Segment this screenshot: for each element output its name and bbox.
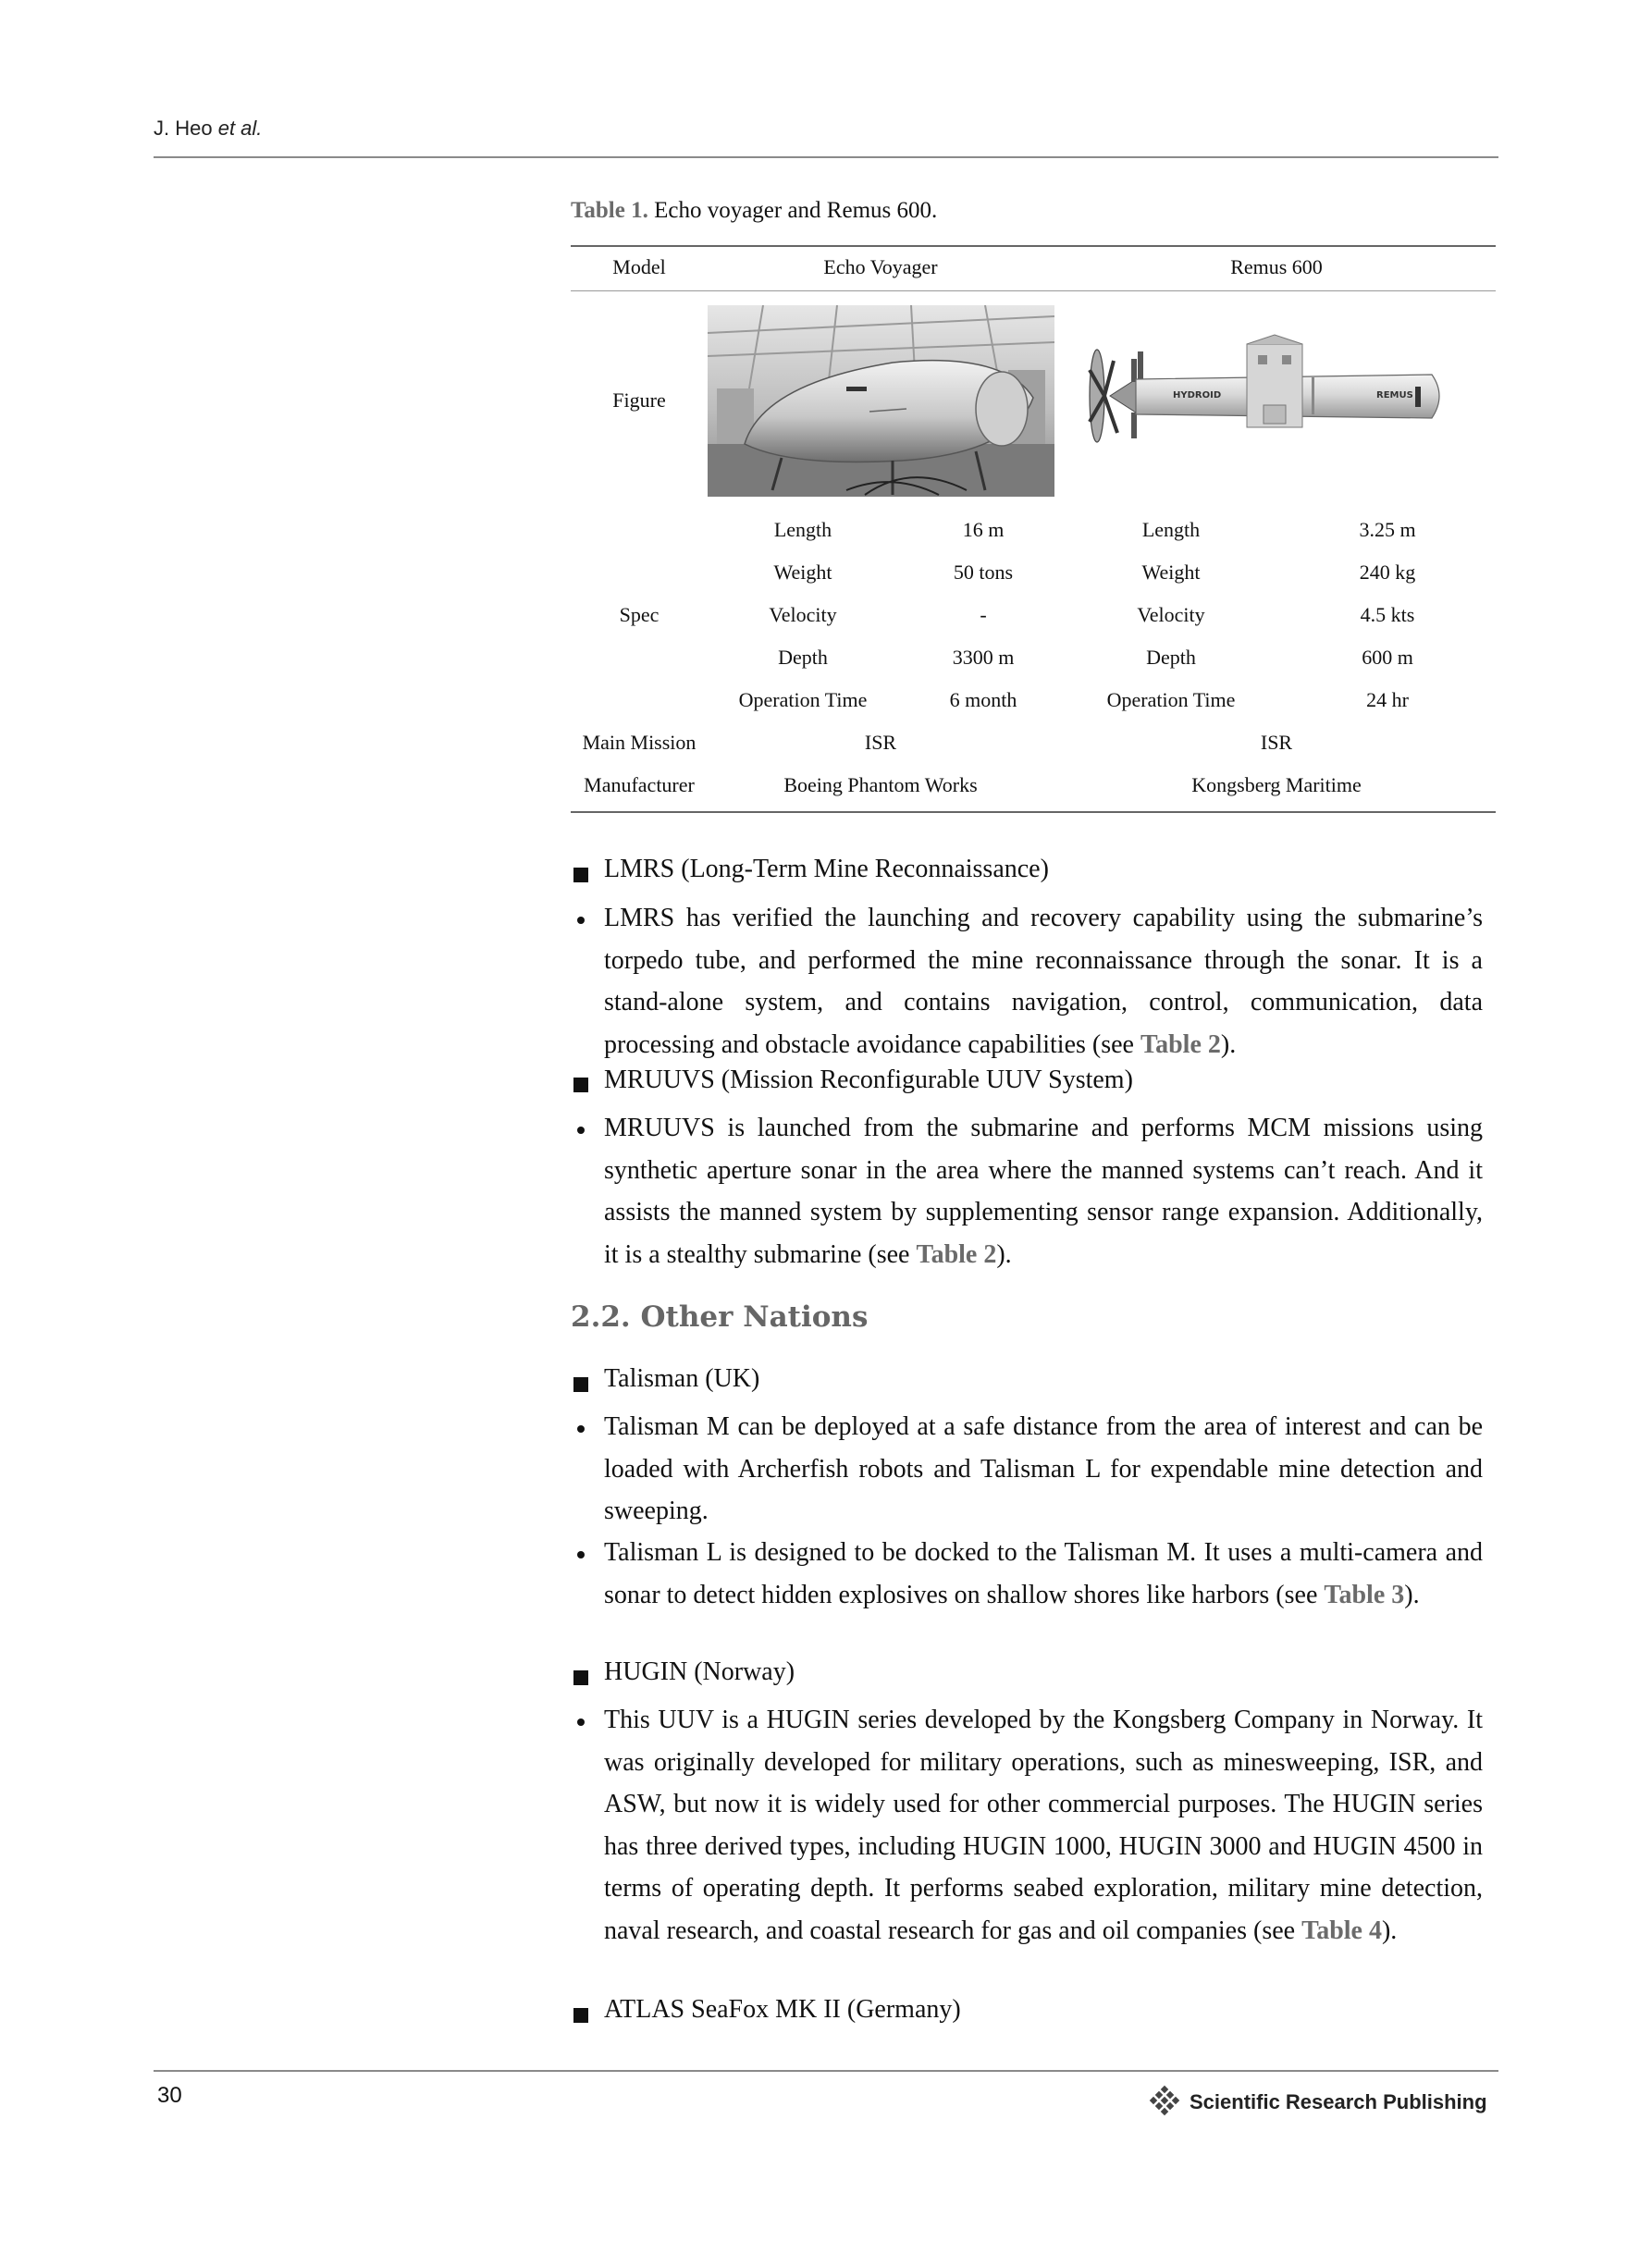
spec-remus-key: Velocity <box>1137 603 1205 626</box>
table-mission-echo: ISR <box>864 731 897 754</box>
spec-echo-key: Weight <box>773 560 832 584</box>
table-caption <box>571 198 937 224</box>
mruuvs-text: MRUUVS is launched from the submarine and performs MCM missions using synthetic aperture sonar in the area where the manned systems can’t reach. And it assists the manned system by supplementing sensor range expansion. Additionally, it is a stealthy submarine (see <box>604 1114 1483 1269</box>
hugin-text: This UUV is a HUGIN series developed by the Kongsberg Company in Norway. It was originally developed for military operations, such as minesweeping, ISR, and ASW, but now it is widely used for other commercial purposes. The HUGIN series has three derived types, including HUGIN 1000, HUGIN 3000 and HUGIN 4500 in terms of operating depth. It performs seabed exploration, military mine detection, naval research, and coastal research for gas and oil companies (see <box>604 1706 1483 1945</box>
running-head <box>154 117 262 141</box>
square-bullet-icon <box>573 1670 588 1685</box>
square-bullet-icon <box>573 2008 588 2023</box>
atlas-heading: ATLAS SeaFox MK II (Germany) <box>604 1995 961 2024</box>
talisman-l-text-end: ). <box>1404 1580 1420 1609</box>
spec-remus-key: Length <box>1141 518 1201 541</box>
round-bullet-icon <box>577 1551 585 1558</box>
remus-hydroid-decal: HYDROID <box>1173 390 1222 400</box>
table-manufacturer-echo: Boeing Phantom Works <box>783 773 978 796</box>
mruuvs-text-end: ). <box>996 1239 1012 1269</box>
mruuvs-heading: MRUUVS (Mission Reconfigurable UUV System) <box>604 1066 1133 1094</box>
hugin-text-end: ). <box>1381 1916 1398 1945</box>
spec-remus-value: 4.5 kts <box>1360 603 1415 626</box>
remus-name-decal: REMUS <box>1376 390 1413 400</box>
table-header-rule <box>571 290 1496 291</box>
square-bullet-icon <box>573 1078 588 1092</box>
square-bullet-icon <box>573 868 588 882</box>
remus-600-photo <box>1080 333 1450 472</box>
spec-remus-key: Weight <box>1141 560 1201 584</box>
spec-echo-value: - <box>980 603 987 626</box>
spec-echo-value: 3300 m <box>952 646 1015 669</box>
round-bullet-icon <box>577 1718 585 1726</box>
publisher-diamond-icon <box>1147 2085 1182 2120</box>
table-header-model: Model <box>612 255 666 278</box>
section-heading: 2.2. Other Nations <box>571 1300 869 1334</box>
round-bullet-icon <box>577 1425 585 1433</box>
table-spec-label: Spec <box>619 603 660 626</box>
table-mission-remus: ISR <box>1260 731 1293 754</box>
running-head-author: J. Heo <box>154 117 218 140</box>
lmrs-text-end: ). <box>1220 1029 1237 1059</box>
footer-rule <box>154 2070 1498 2072</box>
spec-remus-value: 600 m <box>1362 646 1413 669</box>
publisher-logo <box>1147 2085 1487 2120</box>
table-4-link[interactable]: Table 4 <box>1301 1916 1382 1945</box>
table-mission-label: Main Mission <box>582 731 697 754</box>
table-2-link[interactable]: Table 2 <box>1140 1029 1221 1059</box>
table-manufacturer-label: Manufacturer <box>584 773 695 796</box>
hugin-paragraph <box>604 1699 1483 1952</box>
spec-echo-value: 16 m <box>962 518 1005 541</box>
table-top-rule <box>571 245 1496 247</box>
lmrs-heading: LMRS (Long-Term Mine Reconnaissance) <box>604 855 1049 883</box>
spec-echo-key: Length <box>773 518 832 541</box>
spec-remus-value: 240 kg <box>1359 560 1416 584</box>
spec-remus-key: Operation Time <box>1106 688 1236 711</box>
round-bullet-icon <box>577 1127 585 1134</box>
mruuvs-paragraph <box>604 1107 1483 1275</box>
table-caption-label: Table 1. <box>571 198 648 223</box>
talisman-l-paragraph <box>604 1532 1483 1616</box>
spec-echo-value: 6 month <box>949 688 1017 711</box>
spec-echo-key: Operation Time <box>738 688 868 711</box>
table-bottom-rule <box>571 811 1496 813</box>
lmrs-text: LMRS has verified the launching and recovery capability using the submarine’s torpedo tube, and performed the mine reconnaissance through the sonar. It is a stand-alone system, and contains navigation, control, communication, data processing and obstacle avoidance capabilities (see <box>604 904 1483 1059</box>
spec-remus-key: Depth <box>1146 646 1196 669</box>
spec-echo-value: 50 tons <box>953 560 1014 584</box>
echo-voyager-photo <box>708 305 1054 497</box>
table-caption-title: Echo voyager and Remus 600. <box>647 198 938 223</box>
spec-echo-key: Depth <box>778 646 828 669</box>
table-header-remus-600: Remus 600 <box>1230 255 1323 278</box>
running-head-etal: et al. <box>217 117 263 140</box>
spec-echo-key: Velocity <box>769 603 837 626</box>
page-number: 30 <box>157 2083 182 2108</box>
publisher-name: Scientific Research Publishing <box>1190 2090 1487 2113</box>
talisman-m-paragraph: Talisman M can be deployed at a safe distance from the area of interest and can be loaded with Archerfish robots and Talisman L for expendable mine detection and sweeping. <box>604 1412 1483 1525</box>
lmrs-paragraph <box>604 897 1483 1066</box>
talisman-l-text: Talisman L is designed to be docked to the Talisman M. It uses a multi-camera and sonar to detect hidden explosives on shallow shores like harbors (see <box>604 1538 1483 1609</box>
table-2-link[interactable]: Table 2 <box>916 1239 997 1269</box>
talisman-heading: Talisman (UK) <box>604 1364 760 1393</box>
hugin-heading: HUGIN (Norway) <box>604 1657 795 1686</box>
table-3-link[interactable]: Table 3 <box>1324 1580 1405 1609</box>
spec-remus-value: 3.25 m <box>1359 518 1416 541</box>
round-bullet-icon <box>577 917 585 924</box>
table-figure-label: Figure <box>612 388 666 412</box>
square-bullet-icon <box>573 1377 588 1392</box>
header-rule <box>154 156 1498 158</box>
table-manufacturer-remus: Kongsberg Maritime <box>1191 773 1362 796</box>
table-header-echo-voyager: Echo Voyager <box>823 255 938 278</box>
spec-remus-value: 24 hr <box>1366 688 1409 711</box>
